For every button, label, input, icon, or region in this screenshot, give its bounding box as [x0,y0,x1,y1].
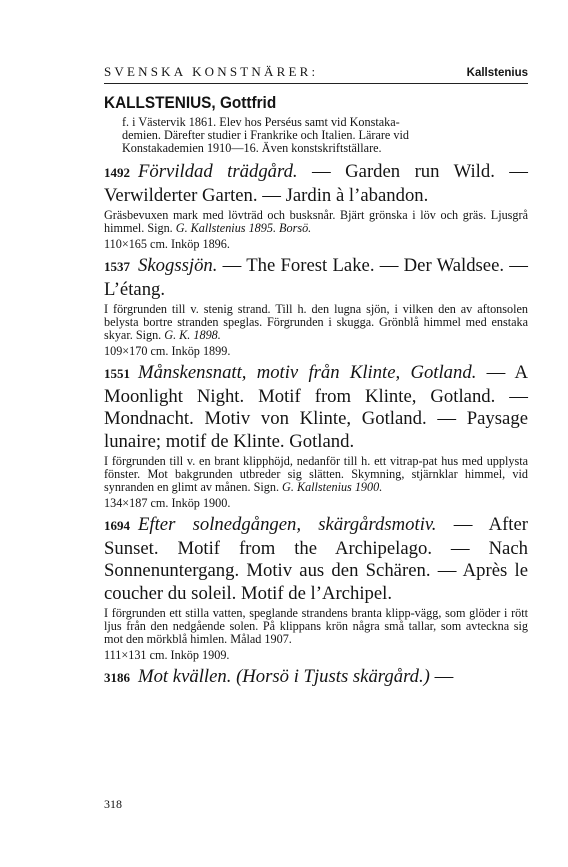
entry-description [104,303,528,342]
catalogue-number: 1551 [104,366,130,381]
dimensions-acquisition: 110×165 cm. Inköp 1896. [104,237,230,251]
works-list [104,161,528,690]
entry-description [104,209,528,235]
signature-text: G. Kallstenius 1900. [282,480,383,494]
catalogue-number: 1537 [104,259,130,274]
translated-titles: — The Forest Lake. — Der Waldsee. — L’étang. [104,255,528,300]
translated-titles: — A Moonlight Night. Motif from Klinte, Gotland. — Mondnacht. Motiv von Klinte, Gotland. — Paysage lunaire; motif de Klinte. Gotland. [104,362,529,452]
description-text: Gräsbevuxen mark med lövträd och busksnår. Bjärt grönska i löv och gräs. Ljusgrå himmel. Sign. [104,208,528,235]
catalogue-number: 3186 [104,670,130,685]
catalogue-entry [104,362,528,510]
translated-titles: — After Sunset. Motif from the Archipelago. — Nach Sonnenuntergang. Motiv aus den Schären. — Après le coucher du soleil. Motif de l’Archipel. [104,514,528,604]
dimensions-acquisition: 109×170 cm. Inköp 1899. [104,344,231,358]
catalogue-entry [104,514,528,662]
signature-text: G. Kallstenius 1895. Borsö. [175,221,312,235]
description-text: I förgrunden till v. stenig strand. Till h. den lugna sjön, i vilken den av aftonsolen belysta bortre stranden speglas. Förgrunden i skugga. Grönblå himmel med enstaka skyar. Sign. [104,302,528,342]
artist-heading: KALLSTENIUS, Gottfrid [104,94,277,112]
swedish-title: Förvildad trädgård. [138,161,298,182]
artist-biography [104,116,528,155]
dimensions-acquisition: 111×131 cm. Inköp 1909. [104,648,230,662]
swedish-title: Efter solnedgången, skärgårdsmotiv. [138,514,437,535]
description-text: I förgrunden till v. en brant klipphöjd, nedanför till h. ett vitrap-pat hus med upplysta fönster. Mot bakgrunden utbreder sig slätten. Skymning, stjärnklar himmel, vid synranden en glimt av månen. Sign. [104,454,528,494]
running-head [104,64,528,84]
swedish-title: Skogssjön. [138,255,218,276]
running-head-artist: Kallstenius [466,67,528,79]
translated-titles: — Garden run Wild. — Verwilderter Garten. — Jardin à l’abandon. [104,161,528,206]
entry-description [104,607,528,646]
swedish-title: Månskensnatt, motiv från Klinte, Gotland. [138,362,477,383]
running-head-section: SVENSKA KONSTNÄRER: [104,64,319,79]
entry-description [104,455,528,494]
bio-line: f. i Västervik 1861. Elev hos Perséus samt vid Konstaka- [122,115,400,129]
bio-line: demien. Därefter studier i Frankrike och Italien. Lärare vid [122,128,409,142]
translated-titles: — [429,666,454,687]
description-text: I förgrunden ett stilla vatten, speglande strandens branta klipp-vägg, som glöder i rött ljus från den nedgående solen. På klippans krön några små tallar, som avteckna sig mot den mörkblå himlen. Målad 1907. [104,606,528,646]
bio-line: Konstakademien 1910—16. Även konstskriftställare. [122,141,382,155]
catalogue-entry [104,161,528,251]
page-number: 318 [104,797,122,811]
entry-title [104,362,528,453]
page-body [104,94,528,694]
entry-title [104,514,528,605]
catalogue-number: 1492 [104,165,130,180]
catalogue-entry [104,666,528,690]
entry-title [104,666,528,690]
catalogue-entry [104,255,528,358]
catalogue-number: 1694 [104,518,130,533]
entry-title [104,161,528,207]
entry-title [104,255,528,301]
swedish-title: Mot kvällen. (Horsö i Tjusts skärgård.) [138,666,430,687]
dimensions-acquisition: 134×187 cm. Inköp 1900. [104,496,231,510]
signature-text: G. K. 1898. [164,328,221,342]
